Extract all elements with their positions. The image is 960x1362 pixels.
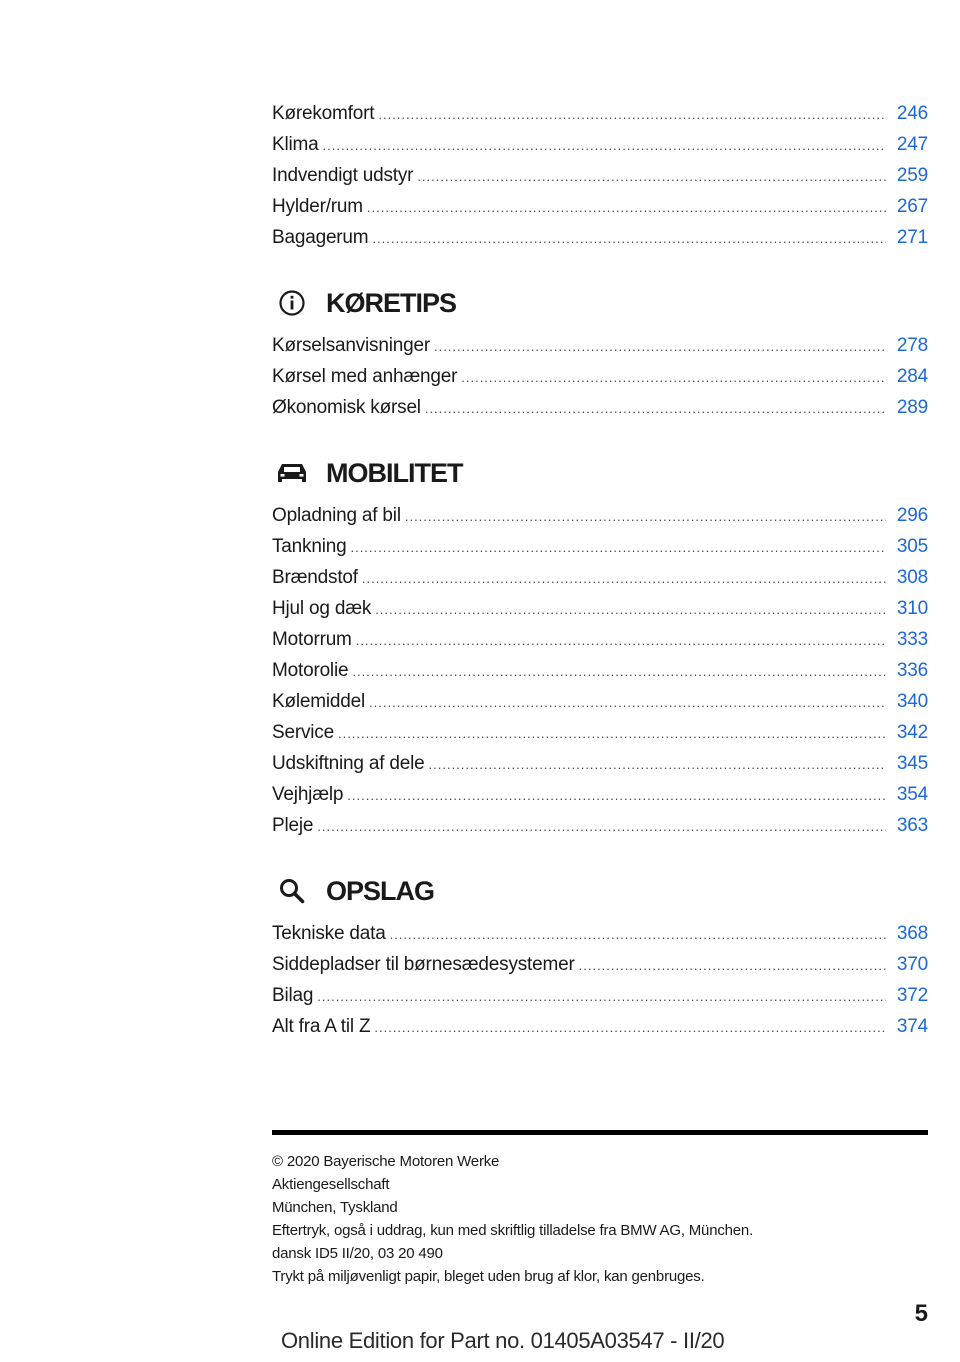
dot-leader <box>323 138 886 153</box>
toc-entry-title: Pleje <box>272 815 314 836</box>
toc-entry-title: Bagagerum <box>272 227 369 248</box>
dot-leader <box>356 633 886 648</box>
imprint-line: Aktiengesellschaft <box>272 1176 390 1193</box>
toc-entry[interactable] <box>272 103 928 134</box>
dot-leader <box>372 231 886 246</box>
dot-leader <box>417 169 886 184</box>
toc-entry-title: Kørekomfort <box>272 103 375 124</box>
dot-leader <box>579 958 886 973</box>
imprint-line: Trykt på miljøvenligt papir, bleget uden brug af klor, kan genbruges. <box>272 1268 705 1285</box>
toc-entry-title: Klima <box>272 134 319 155</box>
toc-entry-page-link[interactable]: 267 <box>896 196 928 217</box>
section-title: KØRETIPS <box>326 287 457 318</box>
toc-entry-title: Bilag <box>272 985 314 1006</box>
dot-leader <box>317 989 886 1004</box>
dot-leader <box>369 695 886 710</box>
toc-entry-title: Siddepladser til børnesædesystemer <box>272 954 575 975</box>
toc-entry[interactable] <box>272 691 928 722</box>
dot-leader <box>374 1020 886 1035</box>
toc-entry-page-link[interactable]: 284 <box>896 366 928 387</box>
toc-entry-title: Service <box>272 722 334 743</box>
imprint <box>272 1150 928 1288</box>
toc-entry-title: Brændstof <box>272 567 358 588</box>
toc-entry-page-link[interactable]: 363 <box>896 815 928 836</box>
info-icon <box>272 289 312 317</box>
toc-entry-page-link[interactable]: 305 <box>896 536 928 557</box>
dot-leader <box>429 757 886 772</box>
dot-leader <box>367 200 886 215</box>
toc-entry[interactable] <box>272 567 928 598</box>
toc-entry-page-link[interactable]: 246 <box>896 103 928 124</box>
toc-entry-title: Kørselsanvisninger <box>272 335 430 356</box>
toc-top-entries <box>272 103 928 258</box>
toc-entry[interactable] <box>272 366 928 397</box>
toc-entry-page-link[interactable]: 308 <box>896 567 928 588</box>
toc-entry-title: Kølemiddel <box>272 691 366 712</box>
section-title: MOBILITET <box>326 457 463 488</box>
toc-entry-title: Opladning af bil <box>272 505 401 526</box>
toc-entry[interactable] <box>272 629 928 660</box>
dot-leader <box>338 726 886 741</box>
toc-entry-page-link[interactable]: 278 <box>896 335 928 356</box>
toc-entry[interactable] <box>272 722 928 753</box>
toc-entry[interactable] <box>272 598 928 629</box>
dot-leader <box>425 401 886 416</box>
toc-entry-page-link[interactable]: 374 <box>896 1016 928 1037</box>
dot-leader <box>390 927 886 942</box>
section-entries-mobilitet <box>272 505 928 846</box>
toc-entry[interactable] <box>272 134 928 165</box>
toc-entry-page-link[interactable]: 370 <box>896 954 928 975</box>
section-heading-opslag <box>272 873 928 909</box>
search-icon <box>272 877 312 905</box>
toc-entry-title: Motorolie <box>272 660 349 681</box>
footer-divider <box>272 1130 928 1135</box>
toc-entry[interactable] <box>272 660 928 691</box>
toc-entry-title: Økonomisk kørsel <box>272 397 421 418</box>
toc-entry[interactable] <box>272 784 928 815</box>
section-heading-mobilitet <box>272 455 928 491</box>
dot-leader <box>352 664 886 679</box>
dot-leader <box>362 571 886 586</box>
car-icon <box>272 460 312 486</box>
table-of-contents <box>272 103 928 1047</box>
toc-entry-title: Vejhjælp <box>272 784 344 805</box>
toc-entry-title: Indvendigt udstyr <box>272 165 414 186</box>
toc-entry-page-link[interactable]: 340 <box>896 691 928 712</box>
toc-entry-page-link[interactable]: 333 <box>896 629 928 650</box>
toc-entry-page-link[interactable]: 342 <box>896 722 928 743</box>
toc-entry[interactable] <box>272 165 928 196</box>
toc-entry-title: Tekniske data <box>272 923 386 944</box>
toc-entry-title: Kørsel med anhænger <box>272 366 458 387</box>
imprint-line: München, Tyskland <box>272 1199 398 1216</box>
toc-entry-page-link[interactable]: 345 <box>896 753 928 774</box>
toc-entry-page-link[interactable]: 296 <box>896 505 928 526</box>
toc-entry-title: Alt fra A til Z <box>272 1016 371 1037</box>
dot-leader <box>434 339 886 354</box>
toc-entry[interactable] <box>272 815 928 846</box>
toc-entry-page-link[interactable]: 336 <box>896 660 928 681</box>
toc-entry-page-link[interactable]: 372 <box>896 985 928 1006</box>
toc-entry-title: Motorrum <box>272 629 352 650</box>
section-entries-opslag <box>272 923 928 1047</box>
toc-entry-page-link[interactable]: 247 <box>896 134 928 155</box>
imprint-line: © 2020 Bayerische Motoren Werke <box>272 1153 500 1170</box>
toc-entry[interactable] <box>272 536 928 567</box>
toc-entry[interactable] <box>272 985 928 1016</box>
dot-leader <box>461 370 886 385</box>
toc-entry-page-link[interactable]: 354 <box>896 784 928 805</box>
toc-entry[interactable] <box>272 505 928 536</box>
toc-entry-title: Udskiftning af dele <box>272 753 425 774</box>
toc-entry[interactable] <box>272 954 928 985</box>
section-entries-koeretips <box>272 335 928 428</box>
toc-entry-page-link[interactable]: 368 <box>896 923 928 944</box>
toc-entry-page-link[interactable]: 259 <box>896 165 928 186</box>
toc-entry[interactable] <box>272 923 928 954</box>
section-title: OPSLAG <box>326 875 435 906</box>
dot-leader <box>317 819 886 834</box>
imprint-line: Eftertryk, også i uddrag, kun med skriftlig tilladelse fra BMW AG, München. <box>272 1222 754 1239</box>
imprint-line: dansk ID5 II/20, 03 20 490 <box>272 1245 443 1262</box>
page-number: 5 <box>914 1300 928 1327</box>
online-edition-watermark: Online Edition for Part no. 01405A03547 - II/20 <box>281 1328 725 1353</box>
toc-entry-title: Tankning <box>272 536 347 557</box>
toc-entry[interactable] <box>272 1016 928 1047</box>
section-heading-koeretips <box>272 285 928 321</box>
toc-entry-title: Hylder/rum <box>272 196 363 217</box>
toc-entry-page-link[interactable]: 310 <box>896 598 928 619</box>
toc-entry[interactable] <box>272 227 928 258</box>
toc-entry[interactable] <box>272 196 928 227</box>
toc-entry-page-link[interactable]: 271 <box>896 227 928 248</box>
dot-leader <box>347 788 886 803</box>
toc-entry[interactable] <box>272 753 928 784</box>
dot-leader <box>378 107 886 122</box>
dot-leader <box>350 540 886 555</box>
toc-entry-title: Hjul og dæk <box>272 598 372 619</box>
toc-entry-page-link[interactable]: 289 <box>896 397 928 418</box>
toc-entry[interactable] <box>272 397 928 428</box>
toc-entry[interactable] <box>272 335 928 366</box>
dot-leader <box>375 602 886 617</box>
dot-leader <box>405 509 886 524</box>
